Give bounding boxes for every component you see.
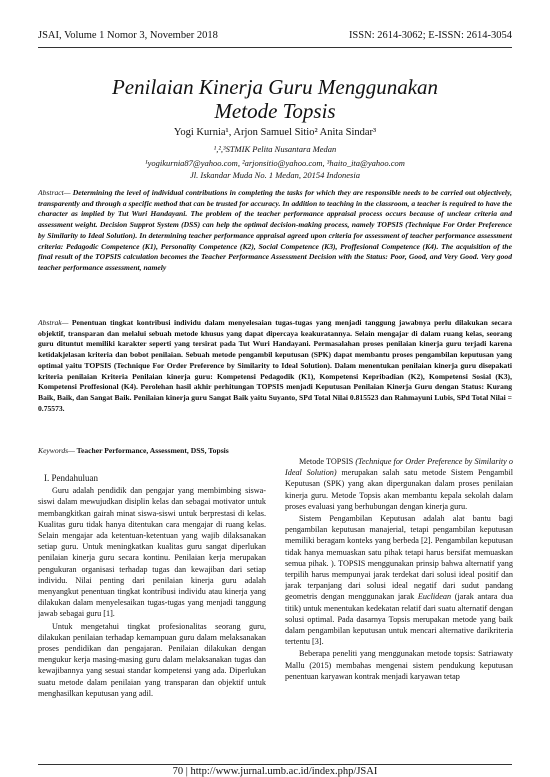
header-rule [38,47,512,48]
author-emails: ¹yogikurnia87@yahoo.com, ²arjonsitio@yahoo.com, ³haito_ita@yahoo.com [145,158,405,168]
right-column [285,456,513,756]
abstract-en-lead: Abstract— [38,188,71,197]
title-line-1: Penilaian Kinerja Guru Menggunakan [111,75,439,99]
footer-rule [38,764,512,765]
abstract-english [38,188,512,274]
abstract-indonesian [38,318,512,414]
topsis-rest: merupakan salah satu metode Sistem Pengambil Keputusan (SPK) yang akan dipergunakan dalam proses penilaian kinerja guru. Metode Topsis akan membantu kepala sekolah dalam proses evaluasi yang berhubungan dengan kinerja guru. [285,468,513,511]
title-line-2: Metode Topsis [214,99,336,123]
page-header [38,30,512,41]
intro-paragraph-2: Untuk mengetahui tingkat profesionalitas seorang guru, dilakukan penilaian terhadap kemampuan guru dalam melaksanakan proses pendidikan dan pengajaran. Penilaian dilakukan dengan mengukur kerja masing-masing guru dalam melaksanakan tugas dan kewajibannya yang sesuai standar kompetensi yang ada. Diperlukan suatu metode dalam penilaian yang transparan dan objektif untuk menghasilkan keputusan yang adil. [38,621,266,698]
topsis-paragraph [285,456,513,512]
topsis-lead: Metode TOPSIS [299,457,356,466]
page-footer: 70 | http://www.jurnal.umb.ac.id/index.php/JSAI [172,766,378,777]
spk-paragraph [285,513,513,647]
keywords-text: Teacher Performance, Assessment, DSS, Topsis [74,446,229,455]
paper-title [40,75,510,123]
topsis-italic: (Technique for Order Preference by Similarity o Ideal Solution) [285,457,513,478]
keywords [38,446,512,455]
journal-info: JSAI, Volume 1 Nomor 3, November 2018 [38,30,218,41]
abstract-id-text: Penentuan tingkat kontribusi individu dalam menyelesaian tugas-tugas yang menjadi tanggung jawabnya perlu dilakukan secara objektif, transparan dan melalui sebuah metode khusus yang dapat dipercaya keakuratannya. Selain mengajar di dalam ruang kelas, seorang guru dituntut memiliki karakter seperti yang tersirat pada Tut Wuri Handayani. Permasalahan proses penilaian kinerja guru terjadi karena ketidakjelasan kriteria dan bobot penilaian. Sebuah metode pengambil keputusan (SPK) dapat membantu proses pengambilan keputusan yang optimal yaitu TOPSIS (Technique For Order Preference by Similarity to Ideal Solution). Dalam menentukan penilaian kinerja guru disepakati kriteria penilaian Kriteria Penilaian kinerja guru: Kompetensi Pedagodik (K1), Kompetensi Kepribadian (K2), Kompetensi Sosial (K3), Kompetensi Proffesional (K4). Perolehan hasil akhir perhitungan TOPSIS menjadi Keputusan Penilaian Kinerja Guru dengan Status: Kurang Baik, Baik, dan Sangat Baik. Penilaian kinerja guru Sangat Baik yaitu Suyanto, SPd Total Nilai 0.815523 dan Rahmayuni Lubis, SPd Total Nilai = 0.75573. [38,318,512,413]
researchers-paragraph: Beberapa peneliti yang menggunakan metode topsis: Satriawaty Mallu (2015) membahas mengenai sistem pendukung keputusan penentuan karyawan kontrak menjadi karyawan tetap [285,649,513,681]
issn-info: ISSN: 2614-3062; E-ISSN: 2614-3054 [348,30,512,41]
abstract-en-text: Determining the level of individual contributions in completing the tasks for which they are responsible needs to be carried out objectively, transparently and through a specific method that can be trusted for accuracy. In addition to teaching in the classroom, a teacher is required to have the character as implied by Tut Wuri Handayani. The problem of the teacher performance appraisal process occurs because of unclear criteria and assessment weight. Decision Supprot System (DSS) can help the optimal decision-making process, namely TOPSIS (Technique For Order Preference by Similarity to Ideal Solution). In determining teacher performance appraisal agreed upon criteria for assessment of teacher performance assessment criteria: Pedagodic Competence (K1), Personality Competence (K2), Social Competence (K3), Proffesional Competence (K4). The acquisition of the final result of the TOPSIS calculation becomes the Teacher Performance Assessment Decision with the Status: Poor, Good, and Very Good. Very good teacher performance assessment, namely [38,188,512,272]
left-column [38,456,266,756]
affiliation: ¹,²,³STMIK Pelita Nusantara Medan [213,144,337,154]
spk-rest: (jarak antara dua titik) untuk menentukan kedekatan relatif dari suatu alternatif dengan solusi optimal. Pada dasarnya Topsis merupakan metode yang baik dalam pengambilan keputusan untuk mencari alternative darikriteria tertentu [3]. [285,592,513,647]
section-heading-introduction: I. Pendahuluan [44,473,98,483]
spk-text: Sistem Pengambilan Keputusan adalah alat bantu bagi pengambilan keputusan manajerial, tetapi pengambilan keputusan memiliki beragam konteks yang berbeda [2]. Pengambilan keputusan tidak hanya memuaskan satu pihak tetapi harus bersifat memuaskan semua pihak. ). TOPSIS menggunakan prinsip bahwa alternatif yang terpilih harus mempunyai jarak terdekat dari solusi ideal positif dan jarak terpanjang dari solusi ideal negatif dari sudut pandang geometris dengan menggunakan jarak [285,514,513,602]
abstract-id-lead: Abstrak— [38,318,69,327]
intro-paragraph-1: Guru adalah pendidik dan pengajar yang membimbing siswa-siswi dalam mewujudkan disiplin kelas dan sebagai motivator untuk membangkitkan gairah minat siswa-siswi untuk berprestasi di kelas. Kualitas guru tidak hanya ditentukan cara mengajar di ruang kelas. Selain mengajar ada ketentuan-ketentuan yang wajib dilaksanakan setiap guru. Untuk meningkatkan kualitas guru sangat diperlukan penilaian kinerja guru secara kontinu. Penilaian kerja merupakan pengukuran organisasi terhadap tugas dan kewajiban dari setiap individu. Nilai penting dari penilaian kinerja guru adalah menyangkut penentuan tingkat kontribusi individu atau kinerja yang dilakukan dalam menyelesaikan tugas-tugas yang menjadi tanggung jawab sebagai guru [1]. [38,486,266,619]
euclidean-term: Euclidean [417,592,452,602]
address: Jl. Iskandar Muda No. 1 Medan, 20154 Indonesia [190,170,360,180]
authors: Yogi Kurnia¹, Arjon Samuel Sitio² Anita Sindar³ [173,127,377,138]
keywords-lead: Keywords— [38,446,75,455]
